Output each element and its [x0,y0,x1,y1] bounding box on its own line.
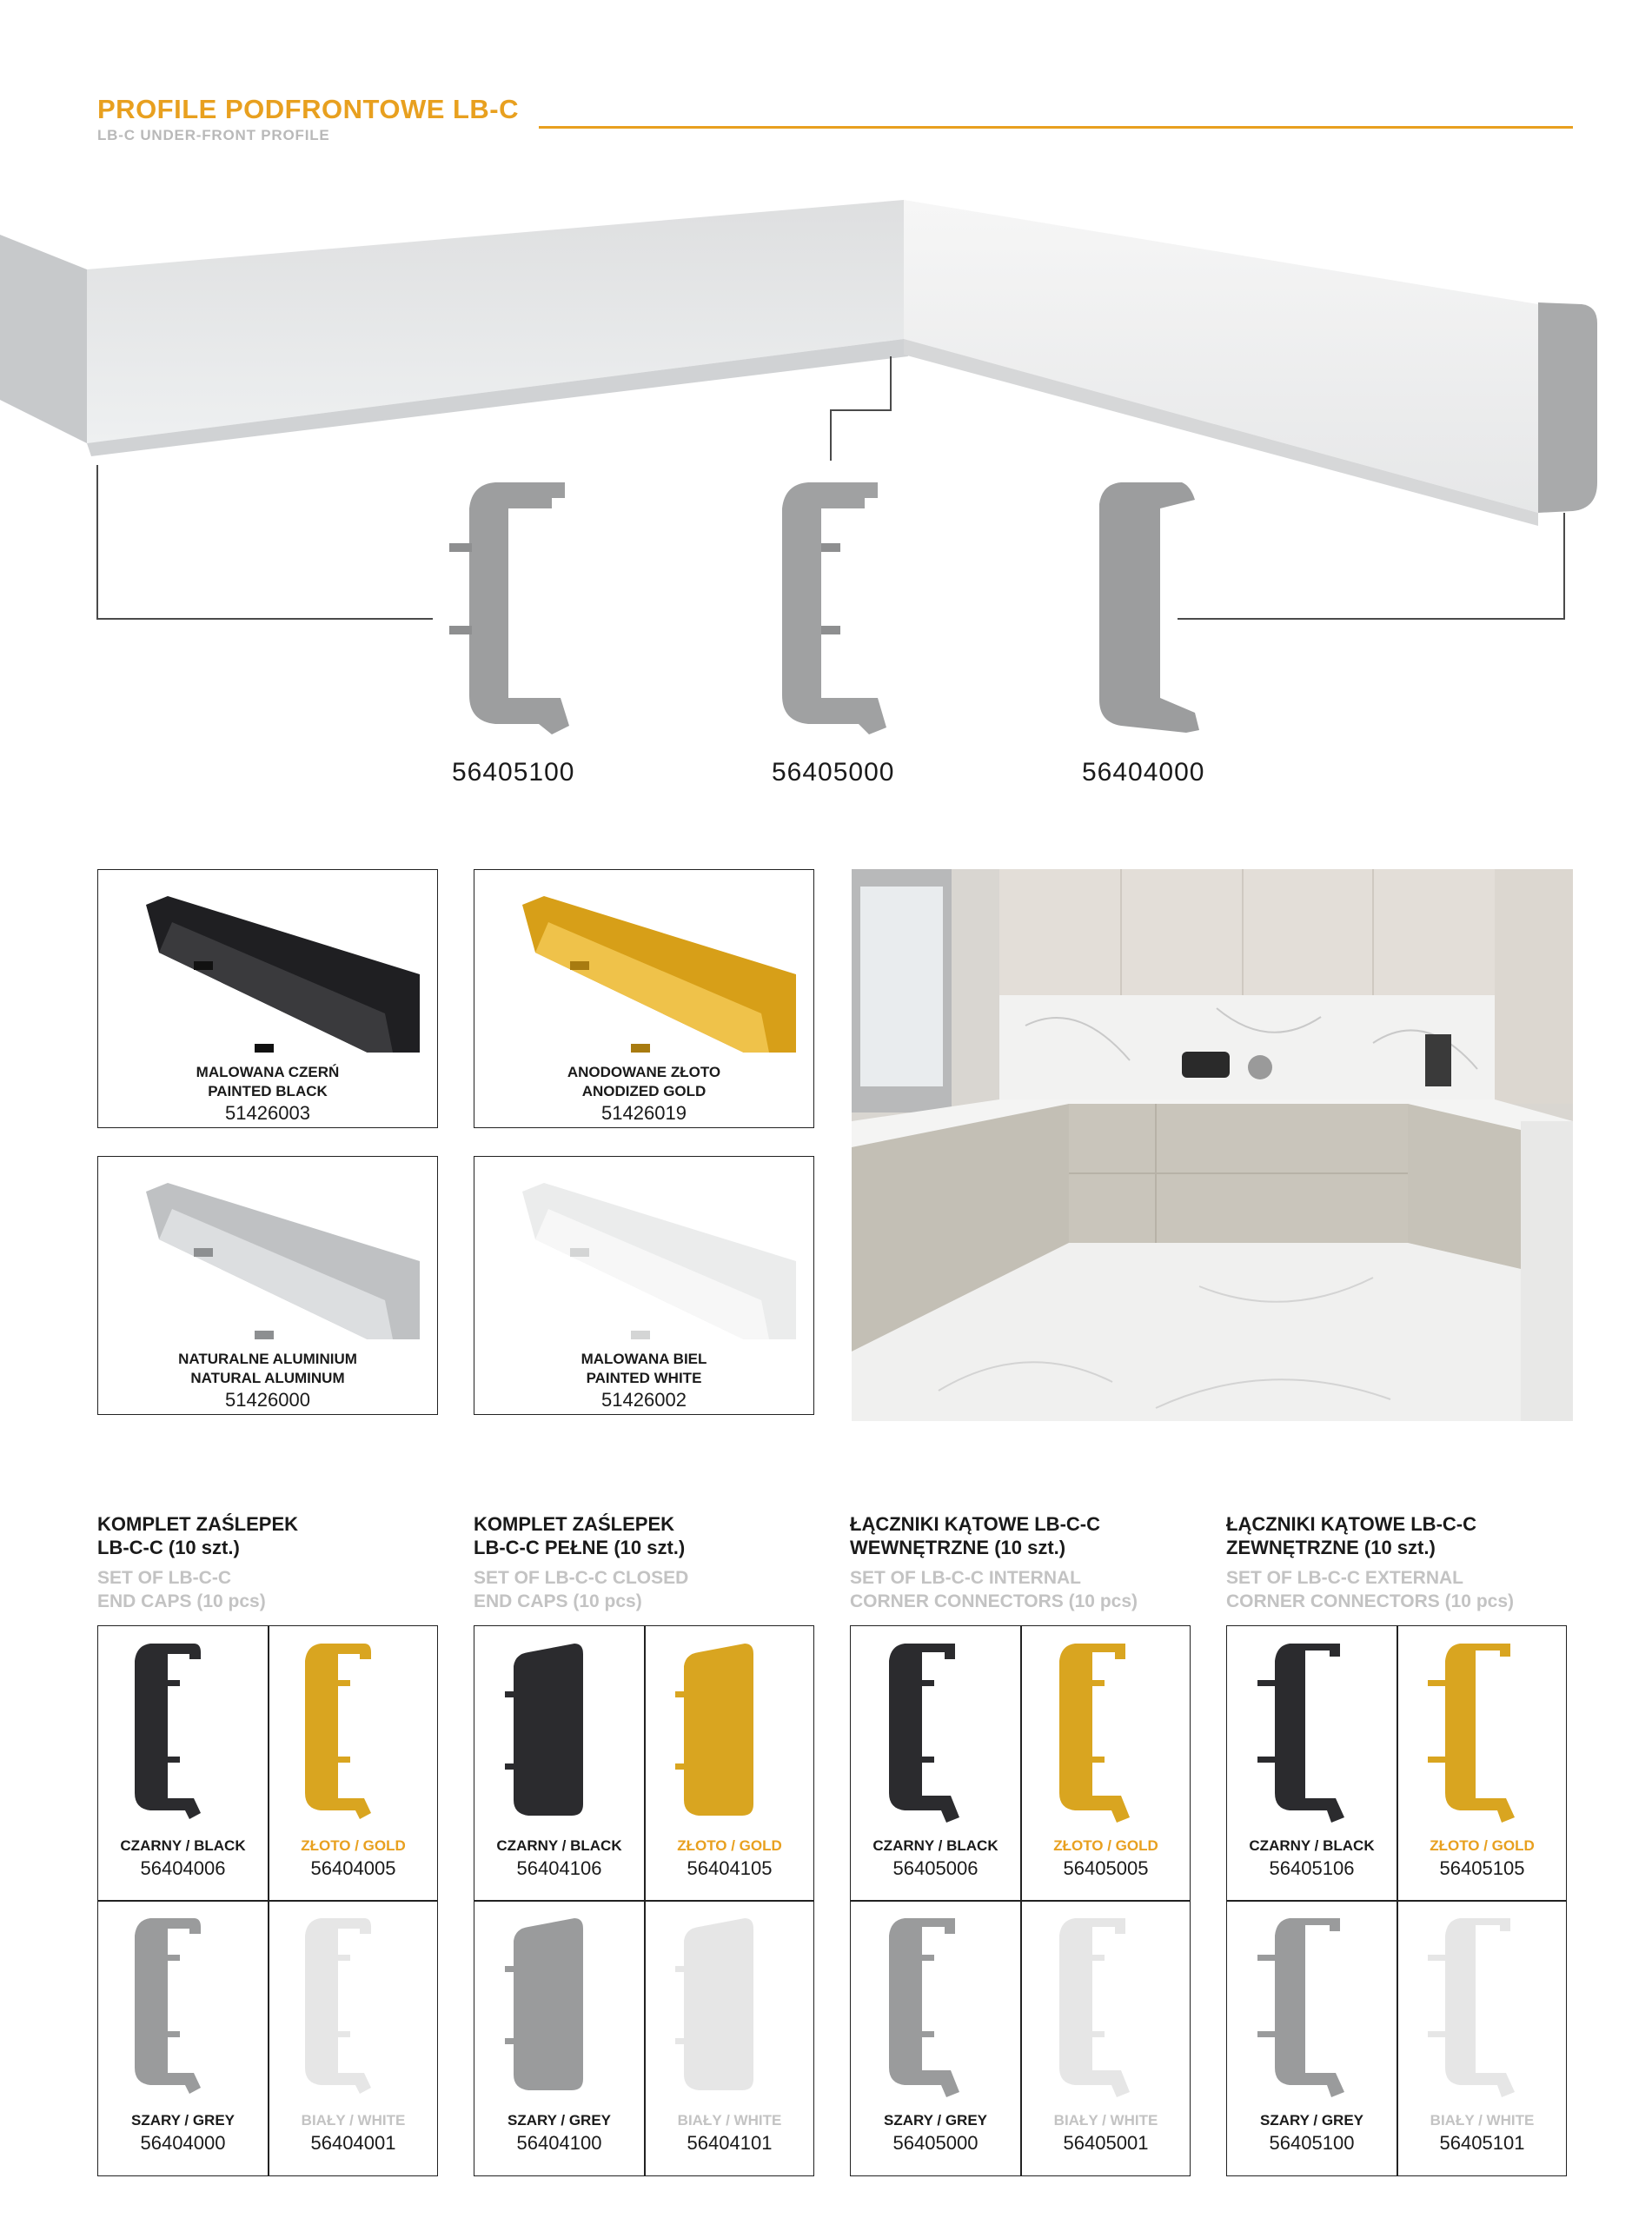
profile-gold-image [474,870,815,1053]
variant-code: 56404000 [140,2132,226,2154]
finish-card-white [474,1156,814,1415]
kit-variant-cell [1397,1626,1567,1900]
kit-title-line1: KOMPLET ZAŚLEPEK [97,1513,299,1535]
kit-subtitle-line2: END CAPS (10 pcs) [474,1591,642,1611]
variant-code: 56404106 [516,1857,602,1879]
finish-code: 51426002 [601,1389,687,1411]
variant-color-label: SZARY / GREY [883,2112,988,2129]
kit-variant-cell [269,1901,438,2175]
kit-variant-cell [474,1626,644,1900]
kit-title-line1: KOMPLET ZAŚLEPEK [474,1513,675,1535]
variant-color-label: BIAŁY / WHITE [301,2112,406,2129]
kit-variant-cell [1397,1901,1567,2175]
variant-code: 56404005 [310,1857,396,1879]
kit-subtitle-line2: CORNER CONNECTORS (10 pcs) [850,1591,1138,1611]
kitchen-photo [852,869,1573,1421]
part-image [1397,1626,1567,1835]
part-image [269,1901,438,2109]
variant-color-label: BIAŁY / WHITE [1430,2112,1535,2129]
variant-code: 56405100 [1269,2132,1355,2154]
variant-color-label: ZŁOTO / GOLD [301,1837,406,1854]
finish-name-pl: MALOWANA BIEL [581,1351,707,1367]
finish-name-en: PAINTED BLACK [208,1083,328,1099]
part-image [645,1626,814,1835]
kit-title-line2: ZEWNĘTRZNE (10 szt.) [1226,1537,1436,1558]
part-image [851,1626,1020,1835]
finish-code: 51426019 [601,1102,687,1124]
variant-color-label: ZŁOTO / GOLD [1053,1837,1158,1854]
part-image [1227,1901,1397,2109]
part-image [98,1626,268,1835]
kit-subtitle-line1: SET OF LB-C-C [97,1568,231,1588]
part-image [1397,1901,1567,2109]
profile-aluminium-image [98,1157,439,1339]
kit-variant-grid [850,1625,1191,2176]
variant-color-label: ZŁOTO / GOLD [677,1837,782,1854]
variant-code: 56405005 [1063,1857,1149,1879]
kit-title-line2: WEWNĘTRZNE (10 szt.) [850,1537,1066,1558]
finish-name-pl: ANODOWANE ZŁOTO [567,1064,721,1080]
finish-name-en: ANODIZED GOLD [581,1083,707,1099]
connector-image-1 [430,474,587,743]
part-image [1227,1626,1397,1835]
finish-card-aluminium [97,1156,438,1415]
finish-name-pl: MALOWANA CZERŃ [196,1064,340,1080]
finish-name-pl: NATURALNE ALUMINIUM [178,1351,357,1367]
variant-code: 56405101 [1439,2132,1525,2154]
profile-black-image [98,870,439,1053]
variant-color-label: CZARNY / BLACK [872,1837,998,1854]
finish-name-en: NATURAL ALUMINUM [190,1370,345,1386]
kit-variant-grid [97,1625,438,2176]
connector-code-1: 56405100 [452,758,575,787]
profile-white-image [474,1157,815,1339]
connector-code-3: 56404000 [1082,758,1205,787]
header-divider [539,126,1573,129]
variant-code: 56404105 [687,1857,773,1879]
part-image [1021,1901,1191,2109]
kit-variant-grid [474,1625,814,2176]
variant-color-label: CZARNY / BLACK [120,1837,246,1854]
variant-code: 56405106 [1269,1857,1355,1879]
variant-color-label: SZARY / GREY [130,2112,236,2129]
kit-subtitle-line1: SET OF LB-C-C CLOSED [474,1568,689,1588]
finish-name-en: PAINTED WHITE [586,1370,702,1386]
variant-code: 56404001 [310,2132,396,2154]
finish-code: 51426003 [225,1102,310,1124]
finish-card-black [97,869,438,1128]
kit-variant-cell [269,1626,438,1900]
kit-variant-cell [645,1626,814,1900]
part-image [98,1901,268,2109]
page-title: PROFILE PODFRONTOWE LB-C [97,94,520,124]
variant-color-label: CZARNY / BLACK [496,1837,622,1854]
variant-code: 56405000 [892,2132,979,2154]
part-image [269,1626,438,1835]
kit-title-line1: ŁĄCZNIKI KĄTOWE LB-C-C [850,1513,1100,1535]
kit-subtitle-line2: END CAPS (10 pcs) [97,1591,266,1611]
kit-variant-cell [474,1901,644,2175]
variant-color-label: BIAŁY / WHITE [677,2112,782,2129]
variant-color-label: CZARNY / BLACK [1249,1837,1375,1854]
variant-code: 56405006 [892,1857,979,1879]
connector-image-2 [756,474,912,743]
part-image [1021,1626,1191,1835]
variant-code: 56405001 [1063,2132,1149,2154]
kit-variant-cell [98,1901,268,2175]
kit-variant-cell [1021,1626,1191,1900]
variant-code: 56404101 [687,2132,773,2154]
part-image [474,1901,644,2109]
finish-card-gold [474,869,814,1128]
kit-variant-cell [1021,1901,1191,2175]
variant-code: 56404100 [516,2132,602,2154]
variant-code: 56404006 [140,1857,226,1879]
kit-subtitle-line2: CORNER CONNECTORS (10 pcs) [1226,1591,1514,1611]
variant-color-label: BIAŁY / WHITE [1053,2112,1158,2129]
kit-title-line2: LB-C-C PEŁNE (10 szt.) [474,1537,686,1558]
variant-code: 56405105 [1439,1857,1525,1879]
part-image [851,1901,1020,2109]
kit-title-line1: ŁĄCZNIKI KĄTOWE LB-C-C [1226,1513,1476,1535]
variant-color-label: SZARY / GREY [507,2112,612,2129]
finish-code: 51426000 [225,1389,310,1411]
variant-color-label: SZARY / GREY [1259,2112,1364,2129]
part-image [645,1901,814,2109]
kit-title-line2: LB-C-C (10 szt.) [97,1537,240,1558]
kit-variant-cell [1227,1626,1397,1900]
connector-image-3 [1078,474,1234,743]
kit-subtitle-line1: SET OF LB-C-C EXTERNAL [1226,1568,1463,1588]
part-image [474,1626,644,1835]
kit-variant-cell [1227,1901,1397,2175]
kit-subtitle-line1: SET OF LB-C-C INTERNAL [850,1568,1081,1588]
page-subtitle: LB-C UNDER-FRONT PROFILE [97,127,330,143]
variant-color-label: ZŁOTO / GOLD [1430,1837,1535,1854]
kit-variant-cell [98,1626,268,1900]
kit-variant-grid [1226,1625,1567,2176]
kit-variant-cell [645,1901,814,2175]
kit-variant-cell [851,1901,1020,2175]
kit-variant-cell [851,1626,1020,1900]
connector-code-2: 56405000 [772,758,895,787]
